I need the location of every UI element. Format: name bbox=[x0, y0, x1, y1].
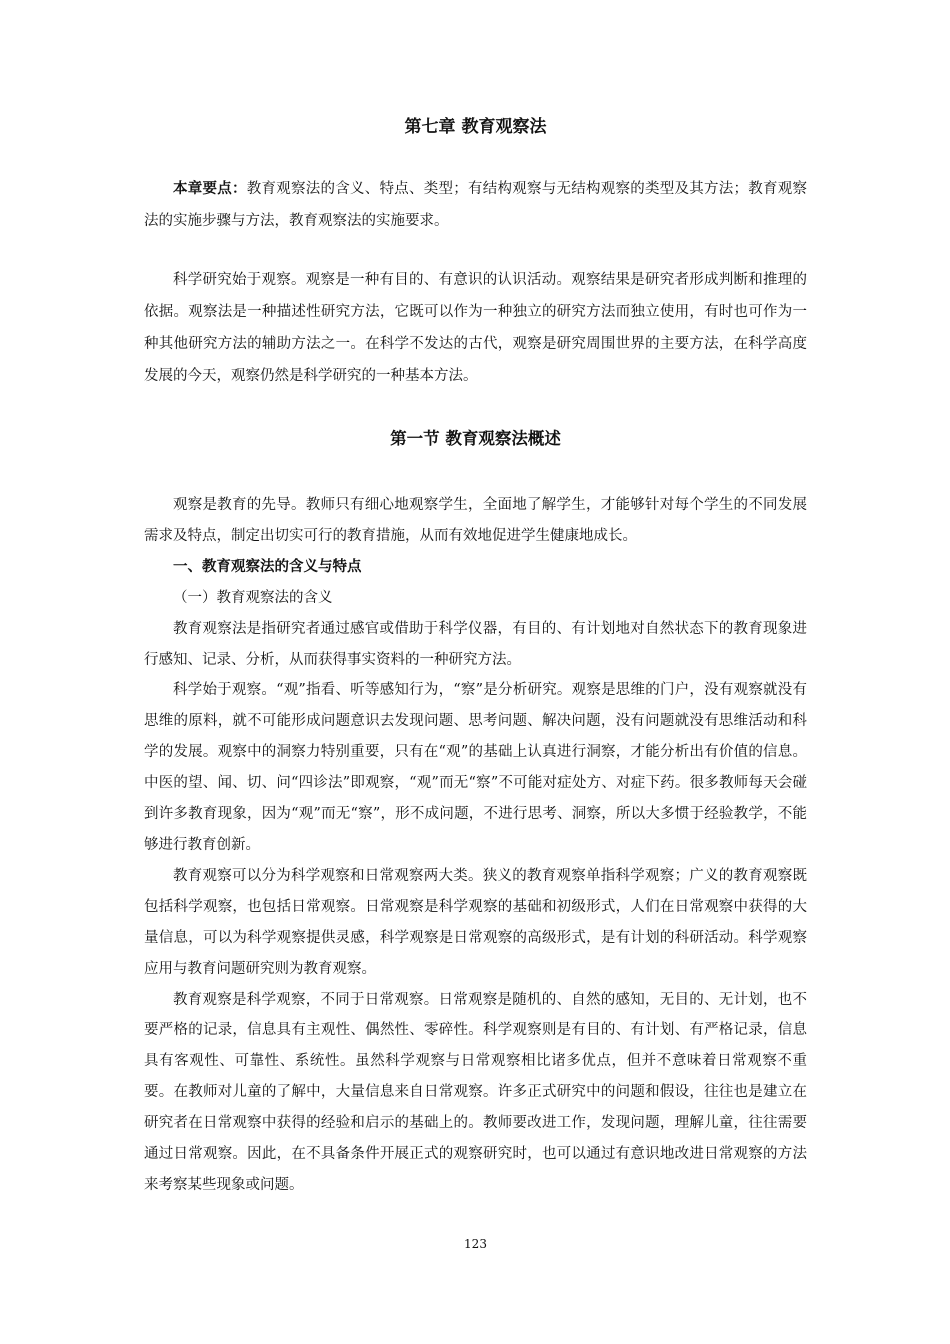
body-paragraph-observation: 科学始于观察。“观”指看、听等感知行为，“察”是分析研究。观察是思维的门户，没有观察就没有思维的原料，就不可能形成问题意识去发现问题、思考问题、解决问题，没有问题就没有思维活动和科学的发展。观察中的洞察力特别重要，只有在“观”的基础上认真进行洞察，才能分析出有价值的信息。中医的望、闻、切、问“四诊法”即观察，“观”而无“察”不可能对症处方、对症下药。很多教师每天会碰到许多教育现象，因为“观”而无“察”，形不成问题，不进行思考、洞察，所以大多惯于经验教学，不能够进行教育创新。 bbox=[144, 682, 807, 853]
subsection-heading: 一、教育观察法的含义与特点 bbox=[173, 558, 362, 575]
page-number: 123 bbox=[464, 1237, 487, 1251]
body-paragraph-types: 教育观察可以分为科学观察和日常观察两大类。狭义的教育观察单指科学观察；广义的教育观察既包括科学观察，也包括日常观察。日常观察是科学观察的基础和初级形式，人们在日常观察中获得的大量信息，可以为科学观察提供灵感，科学观察是日常观察的高级形式，是有计划的科研活动。科学观察应用与教育问题研究则为教育观察。 bbox=[144, 867, 807, 977]
chapter-key-points bbox=[144, 173, 807, 237]
chapter-intro-paragraph: 科学研究始于观察。观察是一种有目的、有意识的认识活动。观察结果是研究者形成判断和推理的依据。观察法是一种描述性研究方法，它既可以作为一种独立的研究方法而独立使用，有时也可作为一种其他研究方法的辅助方法之一。在科学不发达的古代，观察是研究周围世界的主要方法，在科学高度发展的今天，观察仍然是科学研究的一种基本方法。 bbox=[144, 272, 807, 384]
body-paragraph-definition: 教育观察法是指研究者通过感官或借助于科学仪器，有目的、有计划地对自然状态下的教育现象进行感知、记录、分析，从而获得事实资料的一种研究方法。 bbox=[144, 620, 807, 668]
sub-subsection-heading: （一）教育观察法的含义 bbox=[173, 589, 333, 606]
section-body bbox=[144, 490, 807, 1201]
body-paragraph-comparison: 教育观察是科学观察，不同于日常观察。日常观察是随机的、自然的感知，无目的、无计划，也不要严格的记录，信息具有主观性、偶然性、零碎性。科学观察则是有目的、有计划、有严格记录，信息具有客观性、可靠性、系统性。虽然科学观察与日常观察相比诸多优点，但并不意味着日常观察不重要。在教师对儿童的了解中，大量信息来自日常观察。许多正式研究中的问题和假设，往往也是建立在研究者在日常观察中获得的经验和启示的基础上的。教师要改进工作，发现问题，理解儿童，往往需要通过日常观察。因此，在不具备条件开展正式的观察研究时，也可以通过有意识地改进日常观察的方法来考察某些现象或问题。 bbox=[144, 991, 807, 1193]
key-points-label: 本章要点： bbox=[173, 181, 247, 197]
key-points-text: 教育观察法的含义、特点、类型；有结构观察与无结构观察的类型及其方法；教育观察法的实施步骤与方法，教育观察法的实施要求。 bbox=[144, 181, 807, 229]
chapter-title: 第七章 教育观察法 bbox=[404, 117, 547, 137]
section-lead-paragraph: 观察是教育的先导。教师只有细心地观察学生，全面地了解学生，才能够针对每个学生的不同发展需求及特点，制定出切实可行的教育措施，从而有效地促进学生健康地成长。 bbox=[144, 497, 807, 544]
document-page bbox=[144, 0, 807, 1344]
section-title: 第一节 教育观察法概述 bbox=[390, 429, 561, 448]
